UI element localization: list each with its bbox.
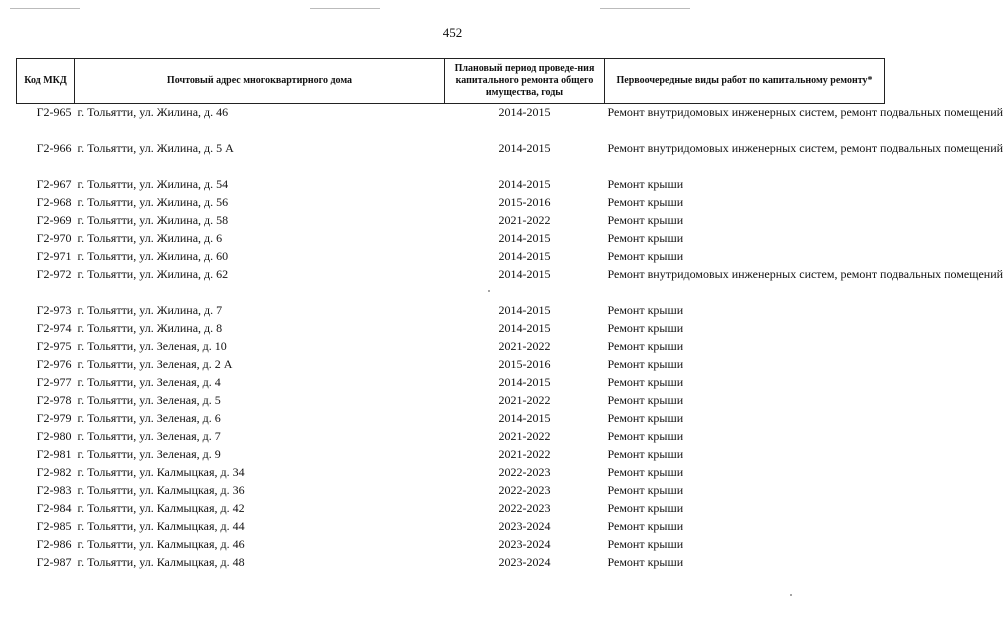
cell-address: г. Тольятти, ул. Калмыцкая, д. 46 — [77, 537, 245, 551]
cell-work: Ремонт крыши — [607, 195, 684, 209]
table-body — [17, 104, 1003, 573]
cell-work: Ремонт крыши — [607, 501, 684, 515]
cell-work: Ремонт крыши — [607, 519, 684, 533]
cell-address: г. Тольятти, ул. Калмыцкая, д. 48 — [77, 555, 245, 569]
cell-code: Г2-965 — [36, 105, 72, 119]
cell-address: г. Тольятти, ул. Жилина, д. 56 — [77, 195, 229, 209]
cell-address: г. Тольятти, ул. Зеленая, д. 9 — [77, 447, 221, 461]
cell-address: г. Тольятти, ул. Зеленая, д. 7 — [77, 429, 221, 443]
cell-address: г. Тольятти, ул. Жилина, д. 54 — [77, 177, 229, 191]
cell-address: г. Тольятти, ул. Жилина, д. 5 А — [77, 141, 234, 155]
table-row — [17, 428, 885, 446]
cell-address: г. Тольятти, ул. Калмыцкая, д. 44 — [77, 519, 245, 533]
table-row — [17, 338, 885, 356]
cell-period: 2021-2022 — [498, 429, 551, 443]
cell-work: Ремонт крыши — [607, 411, 684, 425]
cell-code: Г2-982 — [36, 465, 72, 479]
table-row — [17, 320, 885, 338]
cell-code: Г2-974 — [36, 321, 72, 335]
header-work: Первоочередные виды работ по капитальному ремонту* — [605, 59, 885, 104]
cell-address: г. Тольятти, ул. Жилина, д. 58 — [77, 213, 229, 227]
cell-code: Г2-985 — [36, 519, 72, 533]
cell-period: 2022-2023 — [498, 465, 551, 479]
table-row — [17, 518, 885, 536]
cell-address: г. Тольятти, ул. Калмыцкая, д. 36 — [77, 483, 245, 497]
cell-address: г. Тольятти, ул. Жилина, д. 46 — [77, 105, 229, 119]
cell-code: Г2-987 — [36, 555, 72, 569]
scan-artifact-line — [10, 8, 80, 9]
cell-work: Ремонт внутридомовых инженерных систем, ремонт подвальных помещений — [607, 267, 1003, 281]
cell-code: Г2-975 — [36, 339, 72, 353]
housing-registry-table — [16, 58, 1003, 572]
cell-code: Г2-969 — [36, 213, 72, 227]
table-row — [17, 500, 885, 518]
cell-code: Г2-984 — [36, 501, 72, 515]
cell-period: 2021-2022 — [498, 447, 551, 461]
cell-work: Ремонт крыши — [607, 177, 684, 191]
scan-artifact-line — [600, 8, 690, 9]
cell-code: Г2-986 — [36, 537, 72, 551]
cell-period: 2015-2016 — [498, 357, 551, 371]
table-row — [17, 230, 885, 248]
cell-work: Ремонт крыши — [607, 537, 684, 551]
table-row — [17, 554, 885, 572]
cell-period: 2014-2015 — [498, 411, 551, 425]
cell-work: Ремонт крыши — [607, 357, 684, 371]
cell-work: Ремонт крыши — [607, 339, 684, 353]
cell-work: Ремонт крыши — [607, 375, 684, 389]
cell-work: Ремонт крыши — [607, 393, 684, 407]
cell-work: Ремонт крыши — [607, 303, 684, 317]
cell-code: Г2-980 — [36, 429, 72, 443]
cell-address: г. Тольятти, ул. Зеленая, д. 10 — [77, 339, 227, 353]
cell-period: 2014-2015 — [498, 375, 551, 389]
cell-work: Ремонт крыши — [607, 249, 684, 263]
cell-period: 2014-2015 — [498, 231, 551, 245]
cell-period: 2014-2015 — [498, 141, 551, 155]
cell-address: г. Тольятти, ул. Жилина, д. 6 — [77, 231, 223, 245]
cell-code: Г2-983 — [36, 483, 72, 497]
cell-period: 2023-2024 — [498, 519, 551, 533]
cell-work: Ремонт крыши — [607, 321, 684, 335]
table-row — [17, 194, 885, 212]
table-row — [17, 302, 885, 320]
cell-address: г. Тольятти, ул. Зеленая, д. 5 — [77, 393, 221, 407]
cell-period: 2021-2022 — [498, 393, 551, 407]
cell-address: г. Тольятти, ул. Жилина, д. 62 — [77, 267, 229, 281]
header-code: Код МКД — [17, 59, 75, 104]
scan-speck — [488, 290, 490, 292]
cell-work: Ремонт крыши — [607, 447, 684, 461]
cell-address: г. Тольятти, ул. Жилина, д. 8 — [77, 321, 223, 335]
cell-period: 2021-2022 — [498, 339, 551, 353]
cell-work: Ремонт внутридомовых инженерных систем, ремонт подвальных помещений — [607, 105, 1003, 119]
table-row — [17, 374, 885, 392]
cell-code: Г2-968 — [36, 195, 72, 209]
table-row — [17, 410, 885, 428]
cell-code: Г2-979 — [36, 411, 72, 425]
cell-work: Ремонт крыши — [607, 555, 684, 569]
cell-period: 2023-2024 — [498, 537, 551, 551]
cell-code: Г2-970 — [36, 231, 72, 245]
cell-period: 2022-2023 — [498, 501, 551, 515]
cell-period: 2021-2022 — [498, 213, 551, 227]
cell-period: 2014-2015 — [498, 177, 551, 191]
table-row — [17, 266, 885, 302]
cell-period: 2015-2016 — [498, 195, 551, 209]
cell-period: 2022-2023 — [498, 483, 551, 497]
table-row — [17, 536, 885, 554]
cell-work: Ремонт крыши — [607, 213, 684, 227]
table-row — [17, 392, 885, 410]
cell-period: 2014-2015 — [498, 303, 551, 317]
cell-work: Ремонт крыши — [607, 465, 684, 479]
cell-address: г. Тольятти, ул. Калмыцкая, д. 42 — [77, 501, 245, 515]
cell-address: г. Тольятти, ул. Зеленая, д. 6 — [77, 411, 221, 425]
cell-code: Г2-972 — [36, 267, 72, 281]
cell-address: г. Тольятти, ул. Зеленая, д. 2 А — [77, 357, 233, 371]
header-period: Плановый период проведе-ния капитального ремонта общего имущества, годы — [445, 59, 605, 104]
table-row — [17, 464, 885, 482]
cell-code: Г2-966 — [36, 141, 72, 155]
cell-work: Ремонт крыши — [607, 231, 684, 245]
cell-address: г. Тольятти, ул. Жилина, д. 7 — [77, 303, 223, 317]
table-row — [17, 446, 885, 464]
cell-period: 2014-2015 — [498, 267, 551, 281]
table-row — [17, 104, 885, 141]
scan-speck — [790, 594, 792, 596]
table-row — [17, 248, 885, 266]
table-row — [17, 482, 885, 500]
cell-code: Г2-973 — [36, 303, 72, 317]
table-row — [17, 212, 885, 230]
cell-code: Г2-976 — [36, 357, 72, 371]
cell-work: Ремонт внутридомовых инженерных систем, ремонт подвальных помещений — [607, 141, 1003, 155]
cell-period: 2014-2015 — [498, 249, 551, 263]
cell-address: г. Тольятти, ул. Жилина, д. 60 — [77, 249, 229, 263]
cell-period: 2023-2024 — [498, 555, 551, 569]
table-row — [17, 176, 885, 194]
cell-code: Г2-967 — [36, 177, 72, 191]
page-number: 452 — [442, 25, 463, 40]
cell-period: 2014-2015 — [498, 105, 551, 119]
cell-code: Г2-977 — [36, 375, 72, 389]
cell-code: Г2-981 — [36, 447, 72, 461]
cell-work: Ремонт крыши — [607, 483, 684, 497]
cell-code: Г2-978 — [36, 393, 72, 407]
header-address: Почтовый адрес многоквартирного дома — [75, 59, 445, 104]
table-header-row — [17, 59, 885, 104]
scan-artifact-line — [310, 8, 380, 9]
cell-period: 2014-2015 — [498, 321, 551, 335]
cell-address: г. Тольятти, ул. Зеленая, д. 4 — [77, 375, 221, 389]
cell-address: г. Тольятти, ул. Калмыцкая, д. 34 — [77, 465, 245, 479]
cell-code: Г2-971 — [36, 249, 72, 263]
cell-work: Ремонт крыши — [607, 429, 684, 443]
table-row — [17, 356, 885, 374]
table-row — [17, 140, 885, 176]
